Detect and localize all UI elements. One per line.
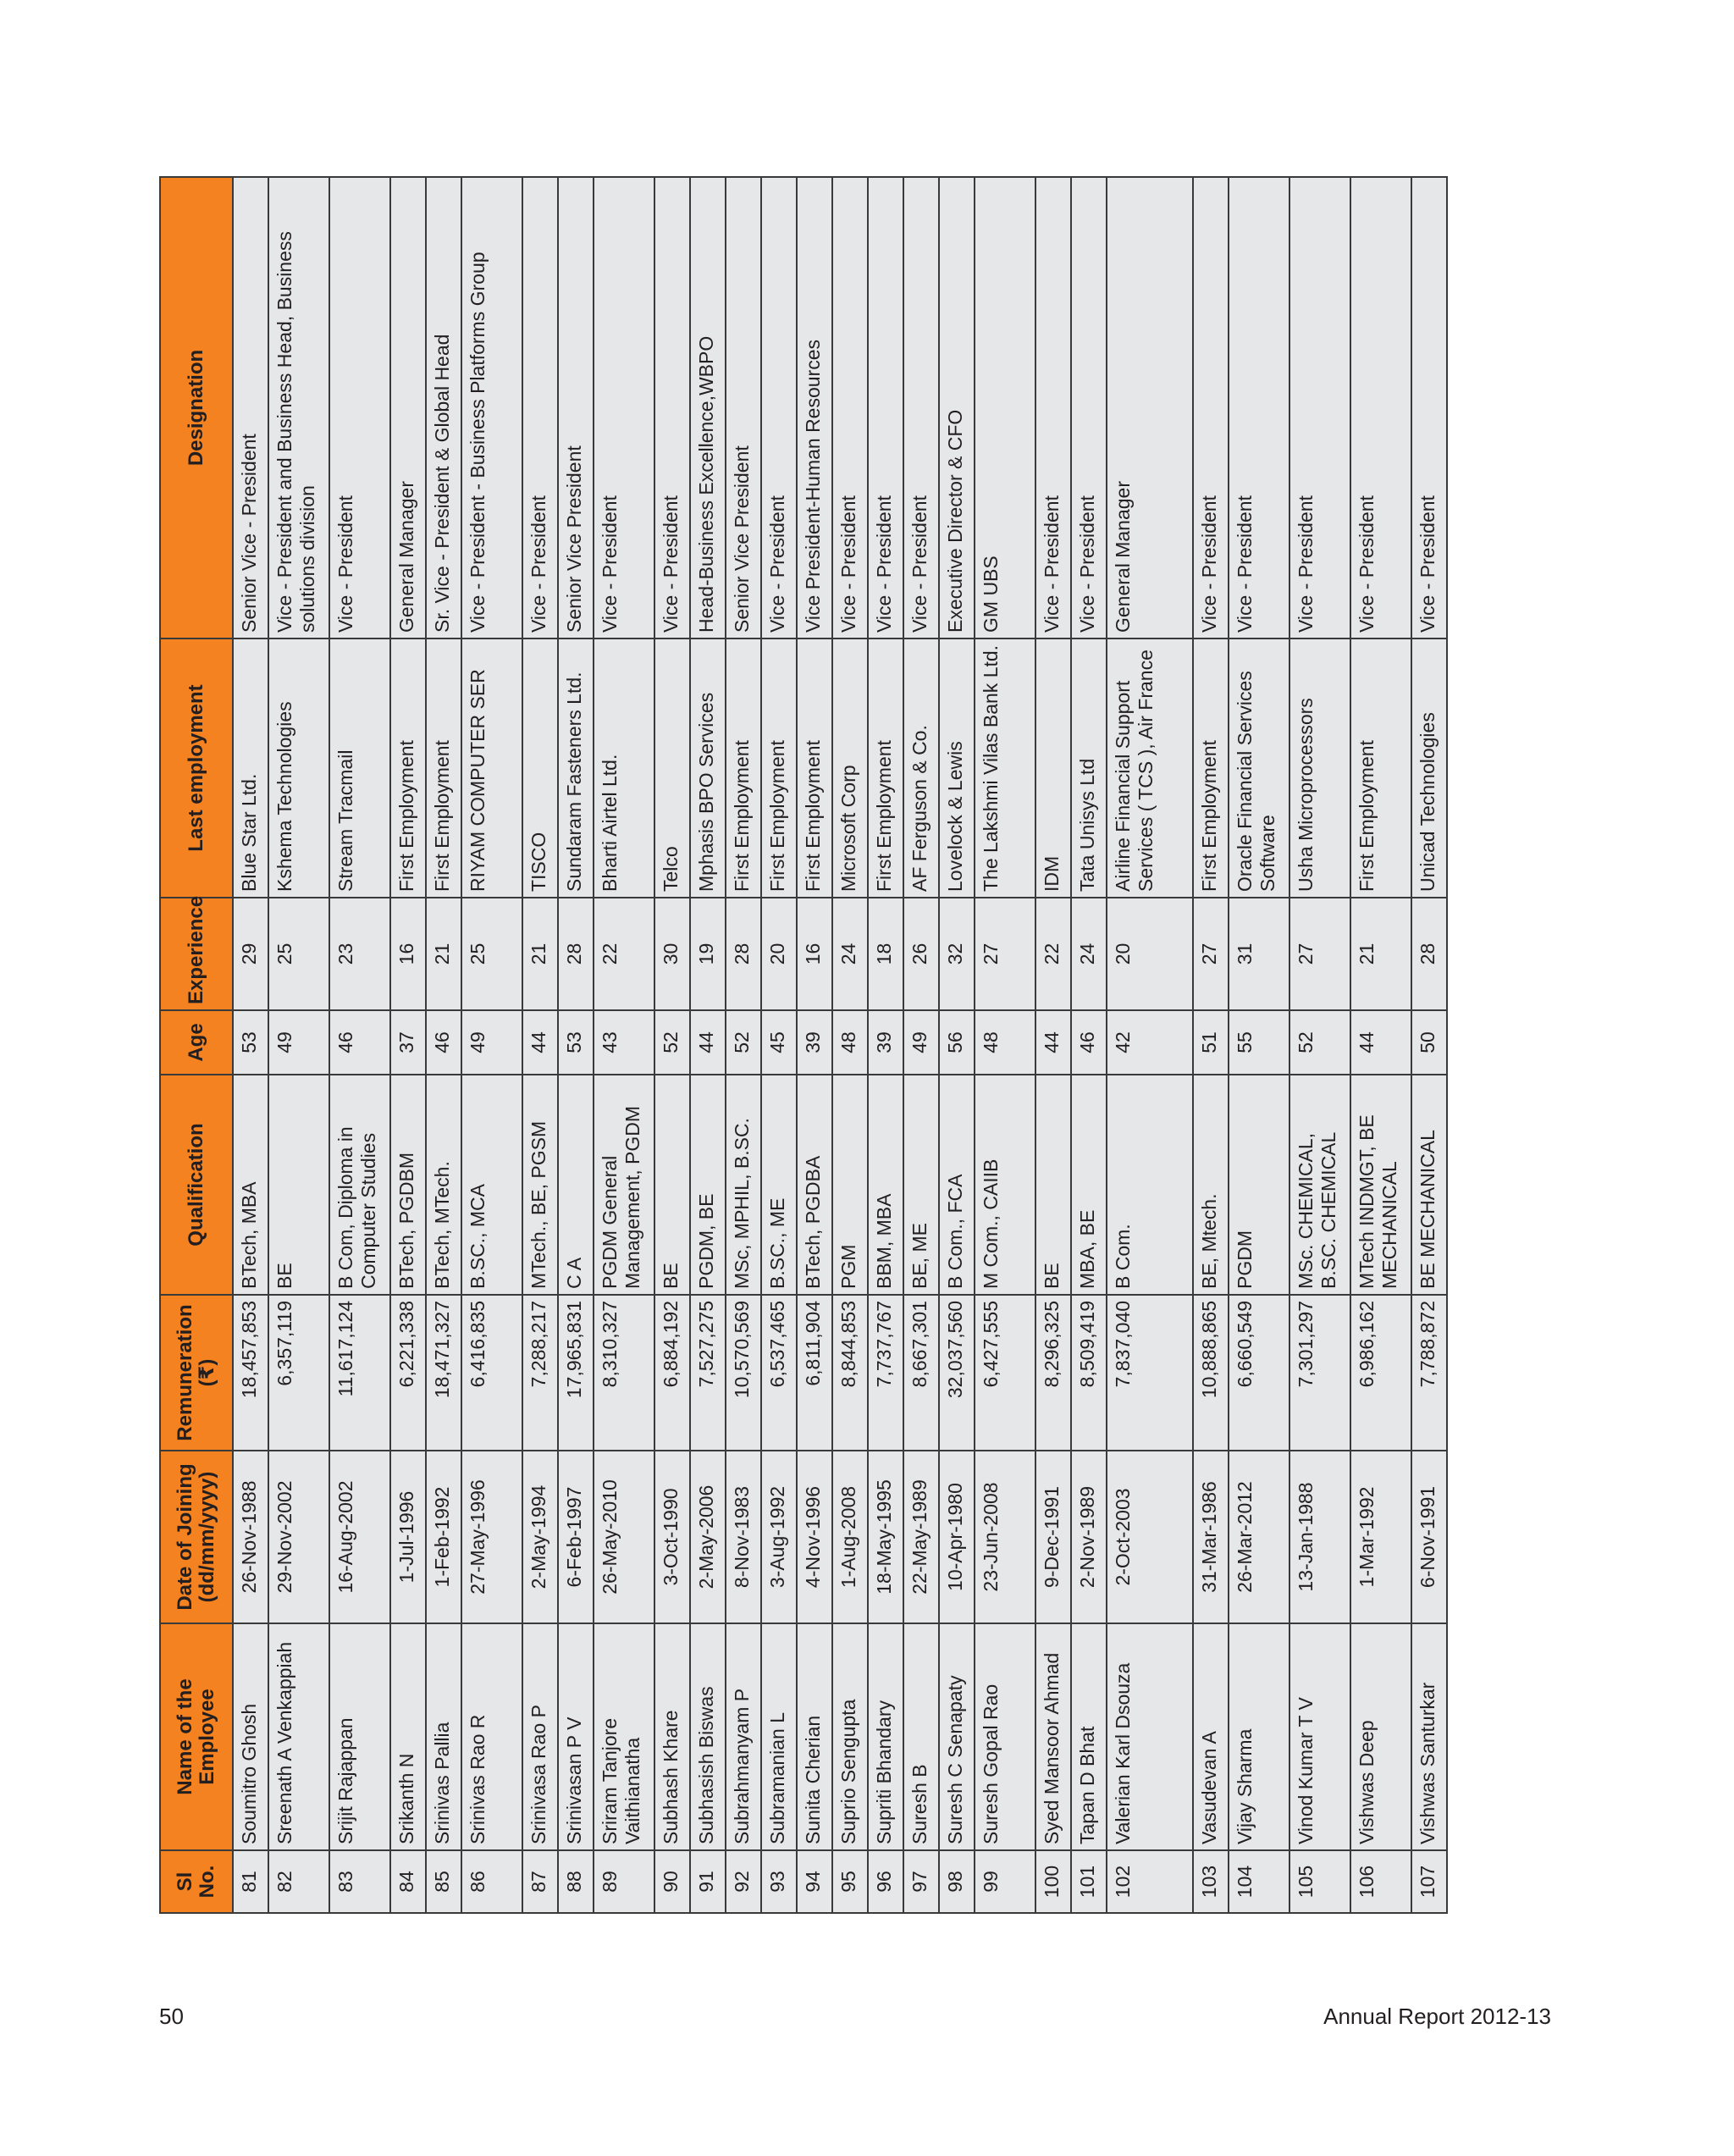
table-row <box>797 177 832 1913</box>
cell-experience: 25 <box>461 898 522 1010</box>
cell-age: 48 <box>975 1010 1035 1075</box>
table-row <box>1411 177 1447 1913</box>
cell-sl: 97 <box>903 1850 939 1913</box>
cell-last-employment: Unicad Technologies <box>1411 639 1447 898</box>
cell-qualification: MTech INDMGT, BE MECHANICAL <box>1350 1075 1411 1295</box>
cell-last-employment: Tata Unisys Ltd <box>1071 639 1107 898</box>
cell-age: 46 <box>329 1010 390 1075</box>
cell-qualification: BTech, PGDBM <box>390 1075 426 1295</box>
cell-experience: 21 <box>1350 898 1411 1010</box>
cell-designation: Vice - President <box>1411 177 1447 639</box>
header-age: Age <box>160 1010 233 1075</box>
table-body <box>233 177 1447 1913</box>
cell-last-employment: First Employment <box>426 639 461 898</box>
cell-name: Tapan D Bhat <box>1071 1623 1107 1850</box>
cell-designation: Vice - President <box>868 177 903 639</box>
cell-experience: 27 <box>1289 898 1350 1010</box>
cell-remuneration: 6,537,465 <box>761 1295 797 1451</box>
cell-sl: 82 <box>268 1850 329 1913</box>
cell-experience: 28 <box>726 898 761 1010</box>
cell-date-of-joining: 31-Mar-1986 <box>1193 1451 1229 1623</box>
cell-date-of-joining: 2-Oct-2003 <box>1107 1451 1193 1623</box>
cell-age: 39 <box>797 1010 832 1075</box>
cell-designation: GM UBS <box>975 177 1035 639</box>
cell-last-employment: Stream Tracmail <box>329 639 390 898</box>
cell-experience: 19 <box>690 898 726 1010</box>
header-qualification: Qualification <box>160 1075 233 1295</box>
cell-qualification: PGDM <box>1229 1075 1289 1295</box>
cell-age: 45 <box>761 1010 797 1075</box>
cell-age: 44 <box>690 1010 726 1075</box>
table-row <box>903 177 939 1913</box>
cell-experience: 31 <box>1229 898 1289 1010</box>
cell-date-of-joining: 1-Jul-1996 <box>390 1451 426 1623</box>
cell-last-employment: First Employment <box>390 639 426 898</box>
cell-name: Subrahmanyam P <box>726 1623 761 1850</box>
cell-qualification: BE MECHANICAL <box>1411 1075 1447 1295</box>
cell-date-of-joining: 8-Nov-1983 <box>726 1451 761 1623</box>
cell-designation: Vice - President <box>522 177 558 639</box>
cell-remuneration: 8,667,301 <box>903 1295 939 1451</box>
cell-date-of-joining: 1-Aug-2008 <box>832 1451 868 1623</box>
cell-date-of-joining: 26-May-2010 <box>594 1451 654 1623</box>
cell-designation: Vice - President <box>832 177 868 639</box>
table-row <box>975 177 1035 1913</box>
cell-sl: 98 <box>939 1850 975 1913</box>
cell-qualification: BTech, PGDBA <box>797 1075 832 1295</box>
cell-last-employment: Blue Star Ltd. <box>233 639 268 898</box>
cell-last-employment: First Employment <box>726 639 761 898</box>
cell-age: 49 <box>268 1010 329 1075</box>
cell-last-employment: Sundaram Fasteners Ltd. <box>558 639 594 898</box>
cell-last-employment: Usha Microprocessors <box>1289 639 1350 898</box>
cell-sl: 104 <box>1229 1850 1289 1913</box>
cell-experience: 20 <box>1107 898 1193 1010</box>
cell-designation: Vice - President <box>594 177 654 639</box>
cell-experience: 21 <box>522 898 558 1010</box>
cell-remuneration: 6,884,192 <box>654 1295 690 1451</box>
cell-last-employment: AF Ferguson & Co. <box>903 639 939 898</box>
cell-age: 37 <box>390 1010 426 1075</box>
cell-sl: 85 <box>426 1850 461 1913</box>
cell-designation: Vice - President - Business Platforms Group <box>461 177 522 639</box>
cell-remuneration: 8,296,325 <box>1035 1295 1071 1451</box>
table-row <box>726 177 761 1913</box>
cell-experience: 18 <box>868 898 903 1010</box>
cell-designation: Vice - President <box>903 177 939 639</box>
cell-sl: 87 <box>522 1850 558 1913</box>
cell-qualification: MBA, BE <box>1071 1075 1107 1295</box>
cell-name: Srinivasa Rao P <box>522 1623 558 1850</box>
cell-name: Sreenath A Venkappiah <box>268 1623 329 1850</box>
cell-remuneration: 8,310,327 <box>594 1295 654 1451</box>
cell-experience: 21 <box>426 898 461 1010</box>
cell-date-of-joining: 18-May-1995 <box>868 1451 903 1623</box>
cell-qualification: BBM, MBA <box>868 1075 903 1295</box>
header-designation: Designation <box>160 177 233 639</box>
table-row <box>1035 177 1071 1913</box>
cell-name: Vishwas Santurkar <box>1411 1623 1447 1850</box>
cell-remuneration: 11,617,124 <box>329 1295 390 1451</box>
cell-sl: 106 <box>1350 1850 1411 1913</box>
cell-age: 53 <box>558 1010 594 1075</box>
cell-qualification: BE, ME <box>903 1075 939 1295</box>
cell-sl: 99 <box>975 1850 1035 1913</box>
cell-date-of-joining: 1-Feb-1992 <box>426 1451 461 1623</box>
cell-name: Subhasish Biswas <box>690 1623 726 1850</box>
cell-experience: 28 <box>558 898 594 1010</box>
cell-date-of-joining: 3-Oct-1990 <box>654 1451 690 1623</box>
rotated-table-container <box>159 178 1439 1914</box>
cell-remuneration: 6,357,119 <box>268 1295 329 1451</box>
table-row <box>1289 177 1350 1913</box>
cell-name: Valerian Karl Dsouza <box>1107 1623 1193 1850</box>
table-row <box>868 177 903 1913</box>
cell-designation: General Manager <box>1107 177 1193 639</box>
cell-last-employment: Oracle Financial Services Software <box>1229 639 1289 898</box>
cell-name: Vishwas Deep <box>1350 1623 1411 1850</box>
employee-table <box>159 176 1448 1914</box>
cell-remuneration: 18,471,327 <box>426 1295 461 1451</box>
header-remuneration: Remuneration (₹) <box>160 1295 233 1451</box>
cell-experience: 29 <box>233 898 268 1010</box>
cell-age: 53 <box>233 1010 268 1075</box>
cell-last-employment: The Lakshmi Vilas Bank Ltd. <box>975 639 1035 898</box>
cell-qualification: BE <box>268 1075 329 1295</box>
cell-designation: Head-Business Excellence,WBPO <box>690 177 726 639</box>
cell-qualification: M Com., CAIIB <box>975 1075 1035 1295</box>
cell-remuneration: 7,301,297 <box>1289 1295 1350 1451</box>
cell-qualification: BTech, MTech. <box>426 1075 461 1295</box>
cell-last-employment: IDM <box>1035 639 1071 898</box>
cell-sl: 96 <box>868 1850 903 1913</box>
cell-age: 51 <box>1193 1010 1229 1075</box>
table-row <box>329 177 390 1913</box>
cell-name: Subramanian L <box>761 1623 797 1850</box>
cell-name: Subhash Khare <box>654 1623 690 1850</box>
header-name: Name of the Employee <box>160 1623 233 1850</box>
cell-name: Vasudevan A <box>1193 1623 1229 1850</box>
cell-last-employment: First Employment <box>797 639 832 898</box>
cell-designation: General Manager <box>390 177 426 639</box>
cell-last-employment: First Employment <box>1350 639 1411 898</box>
cell-name: Suresh B <box>903 1623 939 1850</box>
cell-remuneration: 7,737,767 <box>868 1295 903 1451</box>
cell-age: 50 <box>1411 1010 1447 1075</box>
cell-designation: Senior Vice - President <box>233 177 268 639</box>
cell-qualification: BTech, MBA <box>233 1075 268 1295</box>
cell-designation: Vice - President <box>1350 177 1411 639</box>
cell-remuneration: 17,965,831 <box>558 1295 594 1451</box>
cell-age: 39 <box>868 1010 903 1075</box>
table-row <box>461 177 522 1913</box>
cell-last-employment: Lovelock & Lewis <box>939 639 975 898</box>
table-row <box>690 177 726 1913</box>
table-row <box>594 177 654 1913</box>
cell-sl: 88 <box>558 1850 594 1913</box>
cell-sl: 92 <box>726 1850 761 1913</box>
cell-remuneration: 7,288,217 <box>522 1295 558 1451</box>
cell-sl: 101 <box>1071 1850 1107 1913</box>
cell-date-of-joining: 3-Aug-1992 <box>761 1451 797 1623</box>
cell-qualification: C A <box>558 1075 594 1295</box>
table-row <box>558 177 594 1913</box>
cell-qualification: B Com, Diploma in Computer Studies <box>329 1075 390 1295</box>
cell-date-of-joining: 2-Nov-1989 <box>1071 1451 1107 1623</box>
cell-date-of-joining: 4-Nov-1996 <box>797 1451 832 1623</box>
cell-date-of-joining: 16-Aug-2002 <box>329 1451 390 1623</box>
cell-date-of-joining: 29-Nov-2002 <box>268 1451 329 1623</box>
cell-date-of-joining: 22-May-1989 <box>903 1451 939 1623</box>
cell-experience: 16 <box>390 898 426 1010</box>
cell-sl: 103 <box>1193 1850 1229 1913</box>
table-row <box>426 177 461 1913</box>
cell-last-employment: First Employment <box>1193 639 1229 898</box>
table-row <box>654 177 690 1913</box>
cell-sl: 95 <box>832 1850 868 1913</box>
cell-last-employment: Microsoft Corp <box>832 639 868 898</box>
cell-qualification: MTech., BE, PGSM <box>522 1075 558 1295</box>
cell-date-of-joining: 6-Feb-1997 <box>558 1451 594 1623</box>
table-row <box>1071 177 1107 1913</box>
header-doj: Date of Joining (dd/mm/yyyy) <box>160 1451 233 1623</box>
header-last-employment: Last employment <box>160 639 233 898</box>
cell-sl: 94 <box>797 1850 832 1913</box>
cell-date-of-joining: 1-Mar-1992 <box>1350 1451 1411 1623</box>
cell-qualification: PGM <box>832 1075 868 1295</box>
cell-experience: 24 <box>1071 898 1107 1010</box>
cell-date-of-joining: 23-Jun-2008 <box>975 1451 1035 1623</box>
cell-date-of-joining: 2-May-1994 <box>522 1451 558 1623</box>
table-row <box>832 177 868 1913</box>
cell-date-of-joining: 26-Mar-2012 <box>1229 1451 1289 1623</box>
table-row <box>522 177 558 1913</box>
cell-remuneration: 32,037,560 <box>939 1295 975 1451</box>
cell-age: 55 <box>1229 1010 1289 1075</box>
cell-age: 49 <box>461 1010 522 1075</box>
cell-designation: Sr. Vice - President & Global Head <box>426 177 461 639</box>
cell-sl: 81 <box>233 1850 268 1913</box>
cell-qualification: PGDM, BE <box>690 1075 726 1295</box>
cell-last-employment: Kshema Technologies <box>268 639 329 898</box>
cell-last-employment: RIYAM COMPUTER SER <box>461 639 522 898</box>
cell-designation: Vice President-Human Resources <box>797 177 832 639</box>
cell-name: Supriti Bhandary <box>868 1623 903 1850</box>
report-title: Annual Report 2012-13 <box>1323 2004 1551 2029</box>
cell-age: 44 <box>1350 1010 1411 1075</box>
header-row <box>160 177 233 1913</box>
cell-designation: Vice - President <box>1071 177 1107 639</box>
cell-age: 46 <box>1071 1010 1107 1075</box>
cell-name: Suresh Gopal Rao <box>975 1623 1035 1850</box>
cell-date-of-joining: 6-Nov-1991 <box>1411 1451 1447 1623</box>
cell-designation: Senior Vice President <box>726 177 761 639</box>
header-experience: Experience <box>160 898 233 1010</box>
cell-experience: 27 <box>975 898 1035 1010</box>
cell-name: Sunita Cherian <box>797 1623 832 1850</box>
cell-date-of-joining: 27-May-1996 <box>461 1451 522 1623</box>
cell-date-of-joining: 2-May-2006 <box>690 1451 726 1623</box>
cell-age: 56 <box>939 1010 975 1075</box>
cell-experience: 28 <box>1411 898 1447 1010</box>
cell-experience: 32 <box>939 898 975 1010</box>
cell-last-employment: First Employment <box>761 639 797 898</box>
cell-remuneration: 6,221,338 <box>390 1295 426 1451</box>
cell-age: 44 <box>522 1010 558 1075</box>
cell-sl: 102 <box>1107 1850 1193 1913</box>
cell-sl: 91 <box>690 1850 726 1913</box>
cell-last-employment: Mphasis BPO Services <box>690 639 726 898</box>
cell-age: 46 <box>426 1010 461 1075</box>
cell-experience: 16 <box>797 898 832 1010</box>
cell-remuneration: 6,427,555 <box>975 1295 1035 1451</box>
cell-last-employment: Airline Financial Support Services ( TCS ), Air France <box>1107 639 1193 898</box>
cell-name: Vijay Sharma <box>1229 1623 1289 1850</box>
cell-experience: 30 <box>654 898 690 1010</box>
cell-experience: 26 <box>903 898 939 1010</box>
table-row <box>1229 177 1289 1913</box>
cell-qualification: BE <box>1035 1075 1071 1295</box>
cell-remuneration: 8,509,419 <box>1071 1295 1107 1451</box>
header-sl: Sl No. <box>160 1850 233 1913</box>
cell-age: 43 <box>594 1010 654 1075</box>
cell-name: Srinivasan P V <box>558 1623 594 1850</box>
cell-age: 42 <box>1107 1010 1193 1075</box>
cell-date-of-joining: 26-Nov-1988 <box>233 1451 268 1623</box>
cell-name: Srijit Rajappan <box>329 1623 390 1850</box>
cell-name: Suprio Sengupta <box>832 1623 868 1850</box>
cell-last-employment: TISCO <box>522 639 558 898</box>
cell-remuneration: 10,888,865 <box>1193 1295 1229 1451</box>
cell-qualification: MSc, MPHIL, B.SC. <box>726 1075 761 1295</box>
cell-designation: Vice - President <box>1193 177 1229 639</box>
cell-experience: 25 <box>268 898 329 1010</box>
cell-age: 52 <box>726 1010 761 1075</box>
cell-name: Sriram Tanjore Vaithianatha <box>594 1623 654 1850</box>
cell-qualification: B.SC., ME <box>761 1075 797 1295</box>
cell-age: 49 <box>903 1010 939 1075</box>
cell-age: 52 <box>1289 1010 1350 1075</box>
cell-designation: Vice - President <box>329 177 390 639</box>
cell-sl: 83 <box>329 1850 390 1913</box>
cell-remuneration: 18,457,853 <box>233 1295 268 1451</box>
cell-sl: 93 <box>761 1850 797 1913</box>
cell-remuneration: 7,837,040 <box>1107 1295 1193 1451</box>
table-row <box>390 177 426 1913</box>
cell-age: 52 <box>654 1010 690 1075</box>
table-row <box>939 177 975 1913</box>
cell-designation: Vice - President <box>1289 177 1350 639</box>
cell-sl: 86 <box>461 1850 522 1913</box>
cell-age: 44 <box>1035 1010 1071 1075</box>
cell-designation: Vice - President <box>761 177 797 639</box>
cell-qualification: B Com., FCA <box>939 1075 975 1295</box>
cell-qualification: BE <box>654 1075 690 1295</box>
cell-name: Suresh C Senapaty <box>939 1623 975 1850</box>
cell-last-employment: First Employment <box>868 639 903 898</box>
cell-designation: Executive Director & CFO <box>939 177 975 639</box>
page-number: 50 <box>159 2004 184 2029</box>
cell-date-of-joining: 10-Apr-1980 <box>939 1451 975 1623</box>
cell-experience: 27 <box>1193 898 1229 1010</box>
cell-sl: 100 <box>1035 1850 1071 1913</box>
cell-remuneration: 6,416,835 <box>461 1295 522 1451</box>
cell-name: Srinivas Pallia <box>426 1623 461 1850</box>
cell-remuneration: 6,660,549 <box>1229 1295 1289 1451</box>
table-row <box>268 177 329 1913</box>
cell-experience: 24 <box>832 898 868 1010</box>
cell-name: Srinivas Rao R <box>461 1623 522 1850</box>
cell-sl: 107 <box>1411 1850 1447 1913</box>
table-row <box>1350 177 1411 1913</box>
cell-remuneration: 6,986,162 <box>1350 1295 1411 1451</box>
cell-sl: 105 <box>1289 1850 1350 1913</box>
cell-qualification: BE, Mtech. <box>1193 1075 1229 1295</box>
cell-last-employment: Bharti Airtel Ltd. <box>594 639 654 898</box>
cell-qualification: MSc. CHEMICAL, B.SC. CHEMICAL <box>1289 1075 1350 1295</box>
cell-remuneration: 6,811,904 <box>797 1295 832 1451</box>
cell-qualification: B Com. <box>1107 1075 1193 1295</box>
cell-date-of-joining: 13-Jan-1988 <box>1289 1451 1350 1623</box>
cell-qualification: PGDM General Management, PGDM <box>594 1075 654 1295</box>
cell-name: Vinod Kumar T V <box>1289 1623 1350 1850</box>
cell-experience: 22 <box>594 898 654 1010</box>
cell-sl: 90 <box>654 1850 690 1913</box>
cell-name: Soumitro Ghosh <box>233 1623 268 1850</box>
cell-designation: Vice - President <box>1035 177 1071 639</box>
cell-name: Srikanth N <box>390 1623 426 1850</box>
cell-name: Syed Mansoor Ahmad <box>1035 1623 1071 1850</box>
cell-experience: 22 <box>1035 898 1071 1010</box>
table-row <box>1193 177 1229 1913</box>
cell-remuneration: 8,844,853 <box>832 1295 868 1451</box>
cell-experience: 20 <box>761 898 797 1010</box>
table-row <box>761 177 797 1913</box>
cell-last-employment: Telco <box>654 639 690 898</box>
table-row <box>1107 177 1193 1913</box>
cell-remuneration: 7,527,275 <box>690 1295 726 1451</box>
cell-remuneration: 7,788,872 <box>1411 1295 1447 1451</box>
cell-experience: 23 <box>329 898 390 1010</box>
cell-age: 48 <box>832 1010 868 1075</box>
cell-sl: 84 <box>390 1850 426 1913</box>
cell-date-of-joining: 9-Dec-1991 <box>1035 1451 1071 1623</box>
table-row <box>233 177 268 1913</box>
cell-qualification: B.SC., MCA <box>461 1075 522 1295</box>
cell-designation: Vice - President and Business Head, Business solutions division <box>268 177 329 639</box>
cell-sl: 89 <box>594 1850 654 1913</box>
cell-remuneration: 10,570,569 <box>726 1295 761 1451</box>
cell-designation: Senior Vice President <box>558 177 594 639</box>
cell-designation: Vice - President <box>654 177 690 639</box>
cell-designation: Vice - President <box>1229 177 1289 639</box>
